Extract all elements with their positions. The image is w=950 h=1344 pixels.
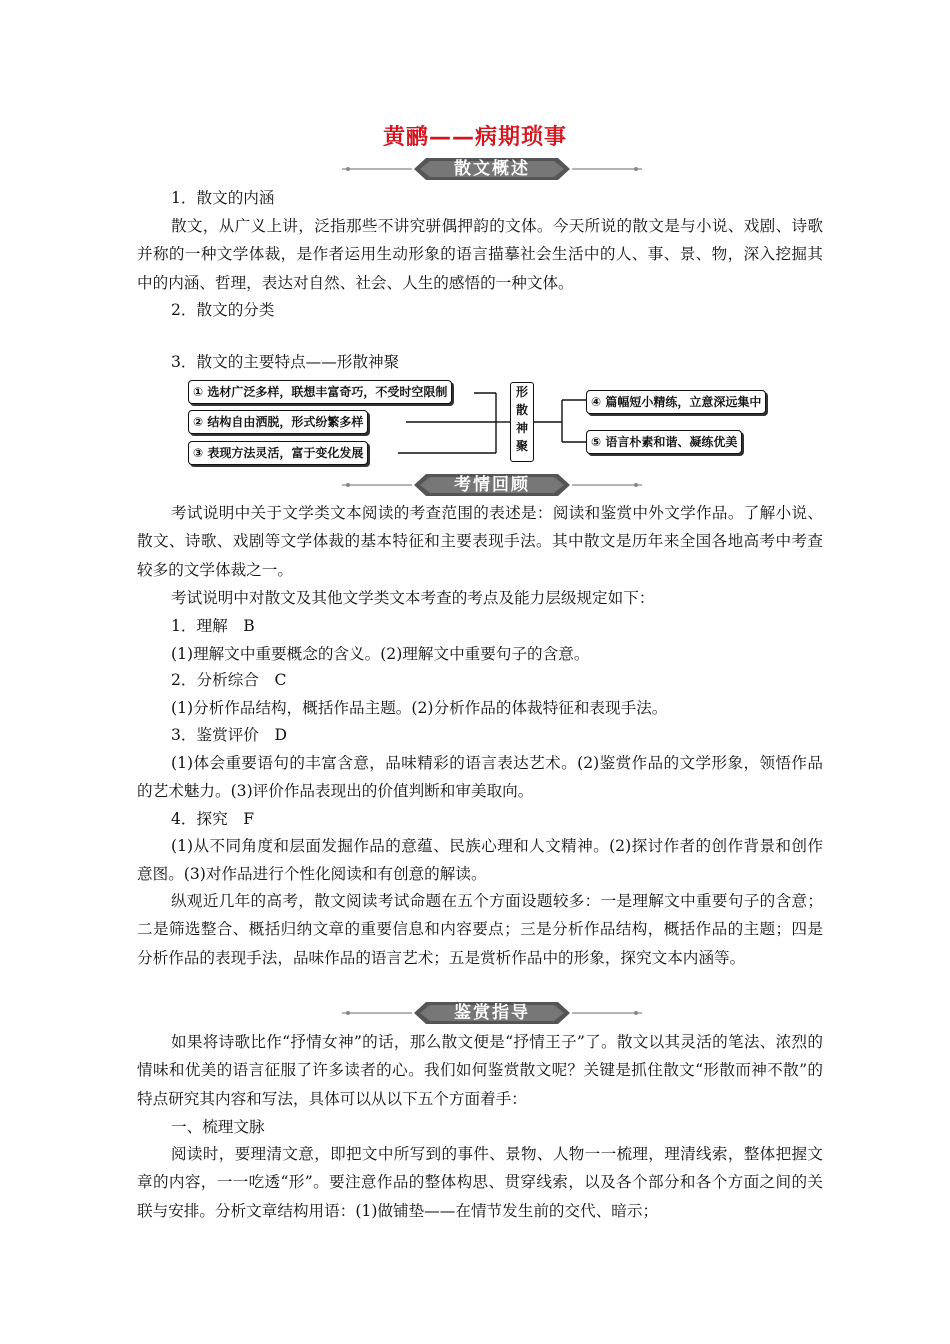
- heading-connotation: 1．散文的内涵: [171, 189, 275, 207]
- feature-box-4: ④ 篇幅短小精练，立意深远集中: [586, 390, 766, 414]
- paragraph-exam-scope: 考试说明中关于文学类文本阅读的考查范围的表述是：阅读和鉴赏中外文学作品。了解小说、散文、诗歌、戏剧等文学体裁的基本特征和主要表现手法。其中散文是历年来全国各地高考中考查较多的文学体裁之一。: [137, 504, 823, 579]
- feature-box-2: ② 结构自由洒脱，形式纷繁多样: [188, 410, 368, 434]
- level-1-detail: (1)理解文中重要概念的含义。(2)理解文中重要句子的含意。: [171, 645, 590, 663]
- level-1-heading: 1．理解 B: [171, 617, 255, 635]
- level-3-heading: 3．鉴赏评价 D: [171, 726, 287, 744]
- section-banner-overview: [342, 156, 642, 182]
- banner-label: 考情回顾: [454, 475, 530, 495]
- paragraph-exam-trend: 纵观近几年的高考，散文阅读考试命题在五个方面设题较多：一是理解文中重要句子的含意；二是筛选整合、概括归纳文章的重要信息和内容要点；三是分析作品结构，概括作品的主题；四是分析作品的表现手法，品味作品的语言艺术；五是赏析作品中的形象，探究文本内涵等。: [137, 892, 823, 967]
- section-banner-exam: [342, 472, 642, 498]
- level-2-heading: 2．分析综合 C: [171, 671, 287, 689]
- paragraph-exam-levels: 考试说明中对散文及其他文学类文本考查的考点及能力层级规定如下：: [171, 589, 655, 607]
- level-4-detail: (1)从不同角度和层面发掘作品的意蕴、民族心理和人文精神。(2)探讨作者的创作背景和创作意图。(3)对作品进行个性化阅读和有创意的解读。: [137, 837, 823, 884]
- feature-box-5: ⑤ 语言朴素和谐、凝练优美: [586, 430, 742, 454]
- section-banner-guide: [342, 1000, 642, 1026]
- feature-center-box: 形散神聚: [510, 382, 534, 462]
- level-3-detail: (1)体会重要语句的丰富含意，品味精彩的语言表达艺术。(2)鉴赏作品的文学形象，领悟作品的艺术魅力。(3)评价作品表现出的价值判断和审美取向。: [137, 754, 823, 801]
- banner-label: 鉴赏指导: [454, 1003, 530, 1023]
- banner-label: 散文概述: [454, 159, 530, 179]
- paragraph-guide-intro: 如果将诗歌比作“抒情女神”的话，那么散文便是“抒情王子”了。散文以其灵活的笔法、浓烈的情味和优美的语言征服了许多读者的心。我们如何鉴赏散文呢？关键是抓住散文“形散而神不散”的特点研究其内容和写法，具体可以从以下五个方面着手：: [137, 1033, 823, 1108]
- page-title: 黄鹂——病期琐事: [382, 125, 567, 150]
- heading-features: 3．散文的主要特点——形散神聚: [171, 353, 400, 371]
- feature-box-1: ① 选材广泛多样，联想丰富奇巧，不受时空限制: [188, 380, 452, 404]
- feature-box-3: ③ 表现方法灵活，富于变化发展: [188, 441, 368, 465]
- features-diagram: [186, 378, 806, 468]
- paragraph-guide-1: 阅读时，要理清文意，即把文中所写到的事件、景物、人物一一梳理，理清线索，整体把握文章的内容，一一吃透“形”。要注意作品的整体构思、贯穿线索，以及各个部分和各个方面之间的关联与安排。分析文章结构用语：(1)做铺垫——在情节发生前的交代、暗示；: [137, 1145, 823, 1220]
- paragraph-connotation: 散文，从广义上讲，泛指那些不讲究骈偶押韵的文体。今天所说的散文是与小说、戏剧、诗歌并称的一种文学体裁，是作者运用生动形象的语言描摹社会生活中的人、事、景、物，深入挖掘其中的内涵、哲理，表达对自然、社会、人生的感悟的一种文体。: [137, 217, 823, 292]
- level-4-heading: 4．探究 F: [171, 810, 255, 828]
- level-2-detail: (1)分析作品结构，概括作品主题。(2)分析作品的体裁特征和表现手法。: [171, 699, 668, 717]
- heading-guide-1: 一、梳理文脉: [171, 1118, 265, 1136]
- heading-classification: 2．散文的分类: [171, 301, 275, 319]
